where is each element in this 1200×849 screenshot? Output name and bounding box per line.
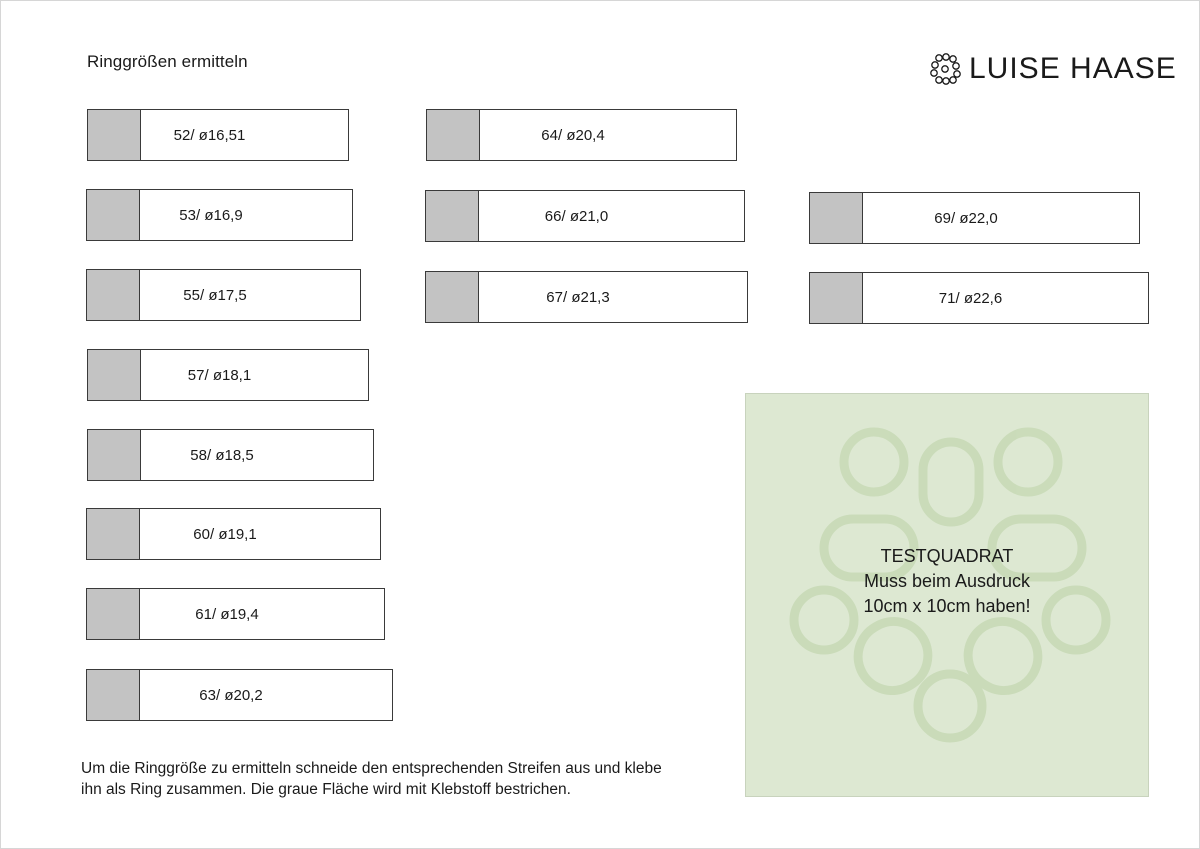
strip-size-label: 58/ ø18,5 [190, 446, 254, 464]
strip-size-label: 60/ ø19,1 [193, 525, 257, 543]
glue-area [87, 270, 140, 320]
ring-strip-71[interactable] [809, 272, 1149, 324]
instructions-line-1: Um die Ringgröße zu ermitteln schneide den entsprechenden Streifen aus und klebe [81, 760, 662, 777]
test-square-title: TESTQUADRAT [880, 546, 1014, 566]
test-square [745, 393, 1149, 797]
brand-name: LUISE HAASE [969, 52, 1177, 85]
glue-area [87, 589, 140, 639]
test-square-text [746, 544, 1148, 619]
ring-strip-69[interactable] [809, 192, 1140, 244]
glue-area [87, 190, 140, 240]
ring-strip-53[interactable] [86, 189, 353, 241]
strip-size-label: 63/ ø20,2 [199, 686, 263, 704]
ring-strip-61[interactable] [86, 588, 385, 640]
page-title: Ringgrößen ermitteln [87, 52, 248, 71]
ring-strip-60[interactable] [86, 508, 381, 560]
instructions-line-2: ihn als Ring zusammen. Die graue Fläche wird mit Klebstoff bestrichen. [81, 781, 571, 798]
ring-strip-67[interactable] [425, 271, 748, 323]
glue-area [427, 110, 480, 160]
strip-size-label: 57/ ø18,1 [187, 366, 252, 384]
instructions-text [81, 758, 731, 800]
test-square-line-2: Muss beim Ausdruck [863, 571, 1031, 591]
strip-size-label: 52/ ø16,51 [173, 126, 246, 144]
glue-area [426, 272, 479, 322]
ring-strip-66[interactable] [425, 190, 745, 242]
glue-area [810, 193, 863, 243]
glue-area [810, 273, 863, 323]
ring-strip-52[interactable] [87, 109, 349, 161]
strip-size-label: 61/ ø19,4 [195, 605, 259, 623]
glue-area [87, 509, 140, 559]
ring-cluster-logo-icon [927, 51, 963, 87]
ring-strip-57[interactable] [87, 349, 369, 401]
strip-size-label: 64/ ø20,4 [541, 126, 605, 144]
glue-area [87, 670, 140, 720]
test-square-line-3: 10cm x 10cm haben! [863, 596, 1031, 616]
glue-area [88, 430, 141, 480]
glue-area [88, 350, 141, 400]
brand-logo [927, 51, 1177, 87]
ring-strip-55[interactable] [86, 269, 361, 321]
strip-size-label: 53/ ø16,9 [179, 206, 243, 224]
strip-size-label: 69/ ø22,0 [934, 209, 998, 227]
ring-strip-64[interactable] [426, 109, 737, 161]
strip-size-label: 66/ ø21,0 [544, 207, 609, 225]
ring-strip-58[interactable] [87, 429, 374, 481]
ring-strip-63[interactable] [86, 669, 393, 721]
glue-area [426, 191, 479, 241]
strip-size-label: 71/ ø22,6 [938, 289, 1003, 307]
strip-size-label: 67/ ø21,3 [546, 288, 610, 306]
strip-size-label: 55/ ø17,5 [183, 286, 247, 304]
glue-area [88, 110, 141, 160]
